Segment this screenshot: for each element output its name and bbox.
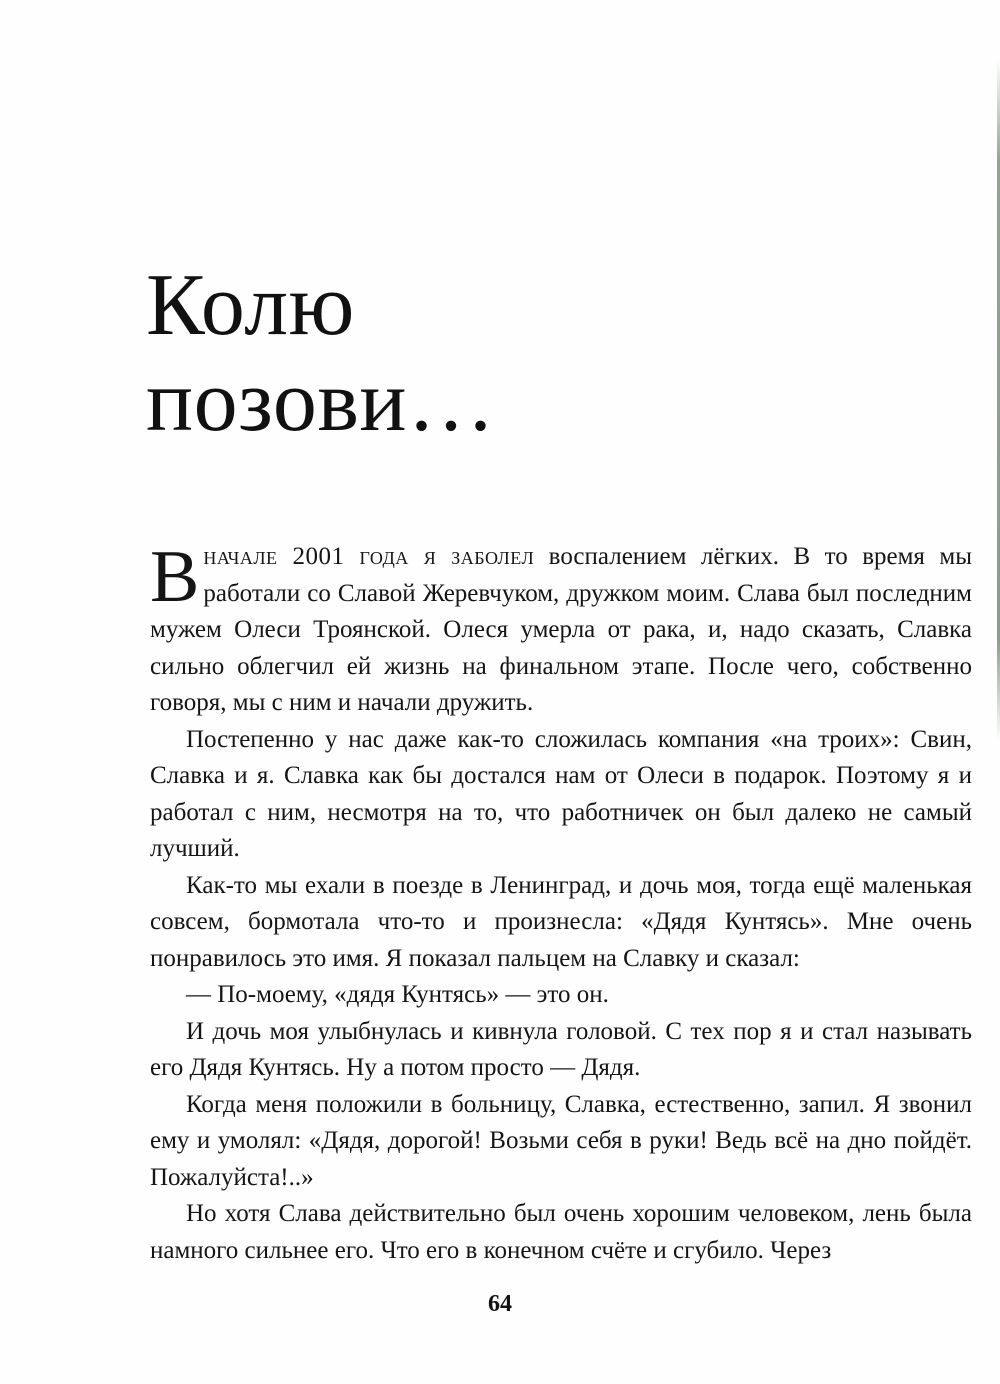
- chapter-title-line-2: позови…: [146, 353, 496, 450]
- paragraph-2: Постепенно у нас даже как-то сложилась компания «на троих»: Свин, Славка и я. Славка как бы достался нам от Олеси в подарок. Поэтому я и работал с ним, несмотря на то, что работничек он был далеко не самый лучший.: [150, 725, 972, 862]
- drop-cap: В: [150, 536, 200, 618]
- chapter-body: [150, 536, 972, 1269]
- paragraph-6: Когда меня положили в больницу, Славка, естественно, запил. Я звонил ему и умолял: «Дядя, дорогой! Возьми себя в руки! Ведь всё на дно пойдёт. Пожалуйста!..»: [150, 1090, 972, 1191]
- paragraph-1-text: воспалением лёгких. В то время мы работали со Славой Жеревчуком, дружком моим. Слава был последним мужем Олеси Троянской. Олеся умерла от рака, и, надо сказать, Славка сильно облегчил ей жизнь на финальном этапе. После чего, собственно говоря, мы с ним и начали дружить.: [150, 543, 972, 716]
- page-number: 64: [488, 1291, 512, 1317]
- paragraph-3: Как-то мы ехали в поезде в Ленинград, и дочь моя, тогда ещё маленькая совсем, бормотала что-то и произнесла: «Дядя Кунтясь». Мне очень понравилось это имя. Я показал пальцем на Славку и сказал:: [150, 871, 972, 972]
- paragraph-1: [150, 536, 972, 722]
- chapter-title-line-1: Колю: [146, 257, 355, 354]
- chapter-title: [146, 258, 495, 450]
- paragraph-5: И дочь моя улыбнулась и кивнула головой. С тех пор я и стал называть его Дядя Кунтясь. Ну а потом просто — Дядя.: [150, 1017, 972, 1081]
- paragraph-4-dialogue: — По-моему, «дядя Кунтясь» — это он.: [186, 981, 609, 1008]
- lead-in-smallcaps: начале 2001 года я заболел: [203, 543, 535, 570]
- paragraph-7: Но хотя Слава действительно был очень хорошим человеком, лень была намного сильнее его. Что его в конечном счёте и сгубило. Через: [150, 1200, 972, 1264]
